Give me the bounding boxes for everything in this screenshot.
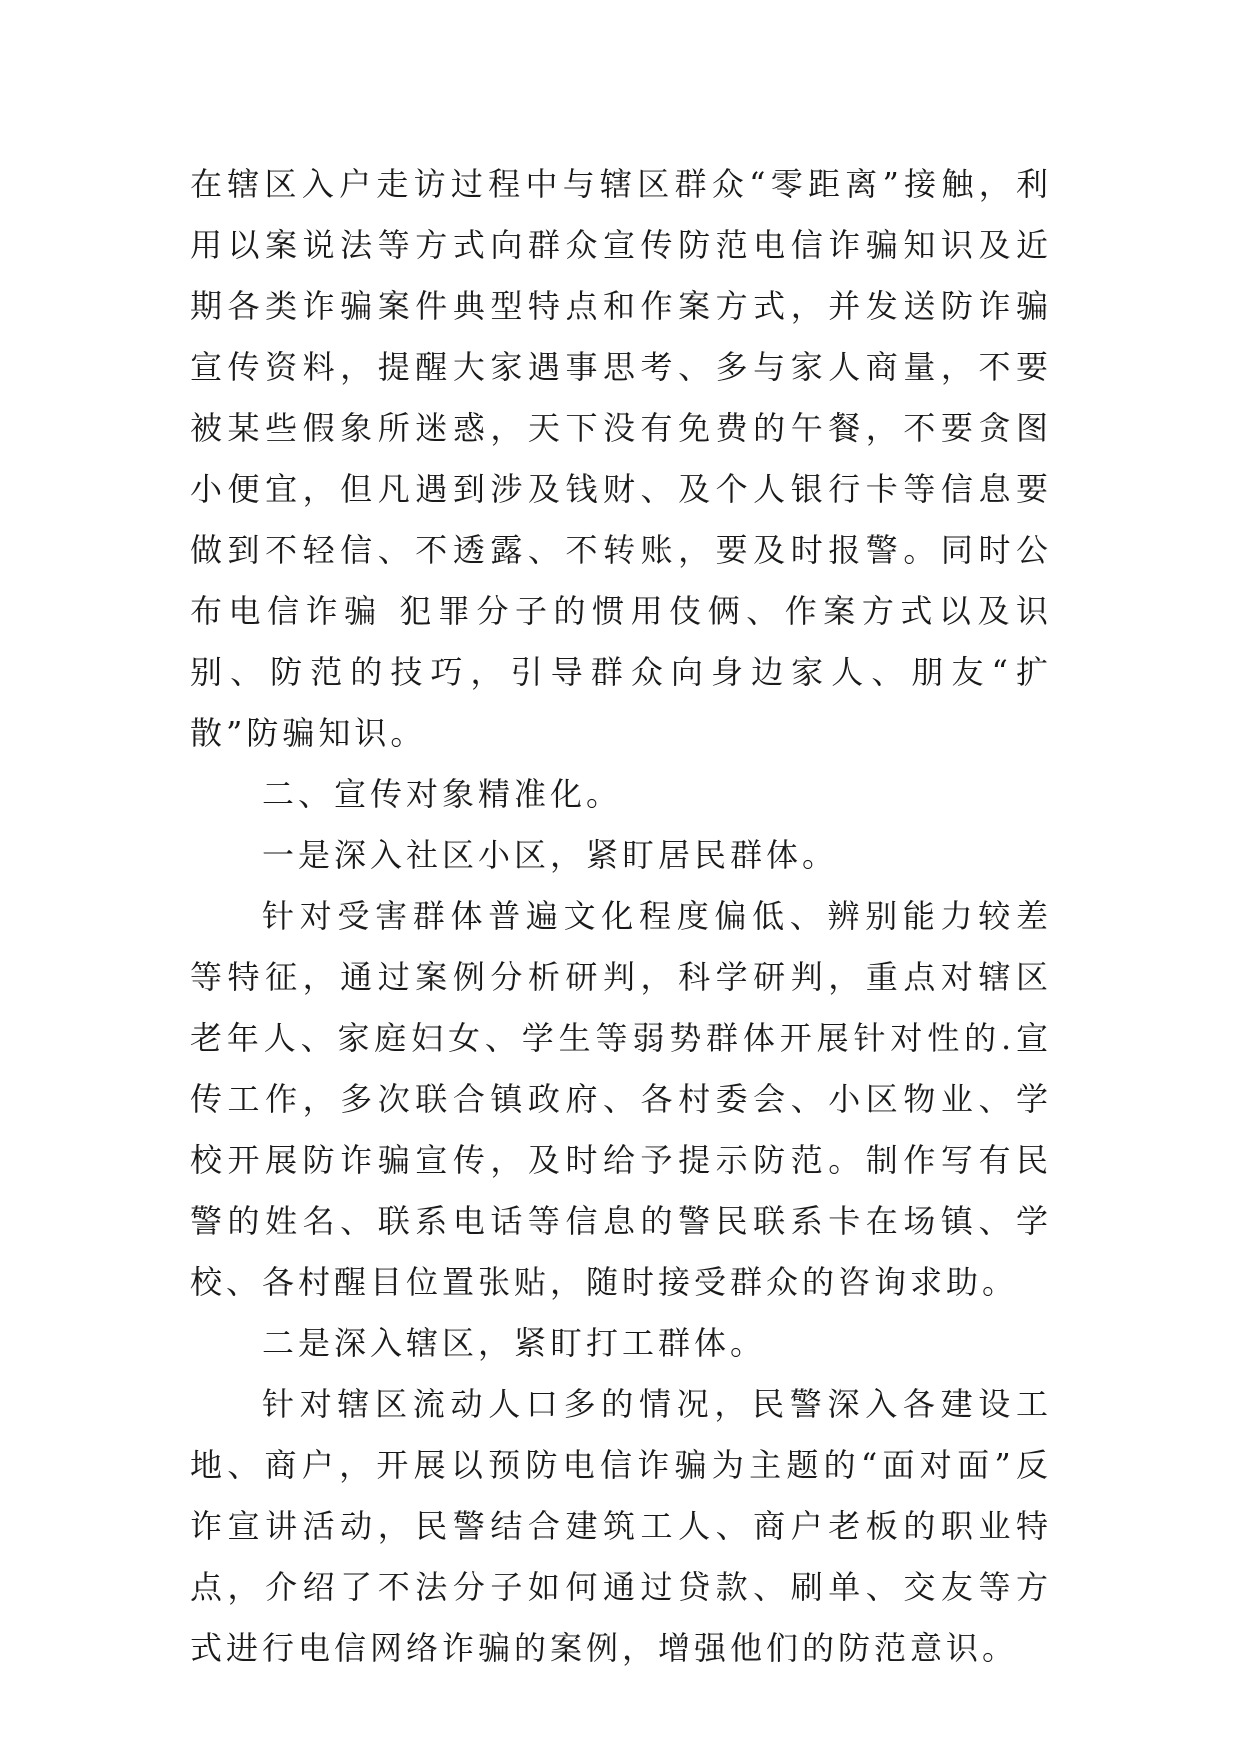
section-heading-targeted-publicity: 二、宣传对象精准化。 xyxy=(262,775,623,813)
paragraph-outreach-visits: 在辖区入户走访过程中与辖区群众“零距离”接触，利用以案说法等方式向群众宣传防范电信诈骗知识及近期各类诈骗案件典型特点和作案方式，并发送防诈骗宣传资料，提醒大家遇事思考、多与家人商量，不要被某些假象所迷惑，天下没有免费的午餐，不要贪图小便宜，但凡遇到涉及钱财、及个人银行卡等信息要做到不轻信、不透露、不转账，要及时报警。同时公布电信诈骗 犯罪分子的惯用伎俩、作案方式以及识别、防范的技巧，引导群众向身边家人、朋友“扩散”防骗知识。 xyxy=(190,165,1052,752)
paragraph-face-to-face-campaign: 针对辖区流动人口多的情况，民警深入各建设工地、商户，开展以预防电信诈骗为主题的“面对面”反诈宣讲活动，民警结合建筑工人、商户老板的职业特点，介绍了不法分子如何通过贷款、刷单、交友等方式进行电信网络诈骗的案例，增强他们的防范意识。 xyxy=(190,1385,1052,1667)
paragraph-vulnerable-groups: 针对受害群体普遍文化程度偏低、辨别能力较差等特征，通过案例分析研判，科学研判，重点对辖区老年人、家庭妇女、学生等弱势群体开展针对性的.宣传工作，多次联合镇政府、各村委会、小区物业、学校开展防诈骗宣传，及时给予提示防范。制作写有民警的姓名、联系电话等信息的警民联系卡在场镇、学校、各村醒目位置张贴，随时接受群众的咨询求助。 xyxy=(190,897,1052,1301)
document-body xyxy=(190,154,1052,1679)
subheading-community-residents: 一是深入社区小区，紧盯居民群体。 xyxy=(262,836,839,874)
subheading-migrant-workers: 二是深入辖区，紧盯打工群体。 xyxy=(262,1324,767,1362)
